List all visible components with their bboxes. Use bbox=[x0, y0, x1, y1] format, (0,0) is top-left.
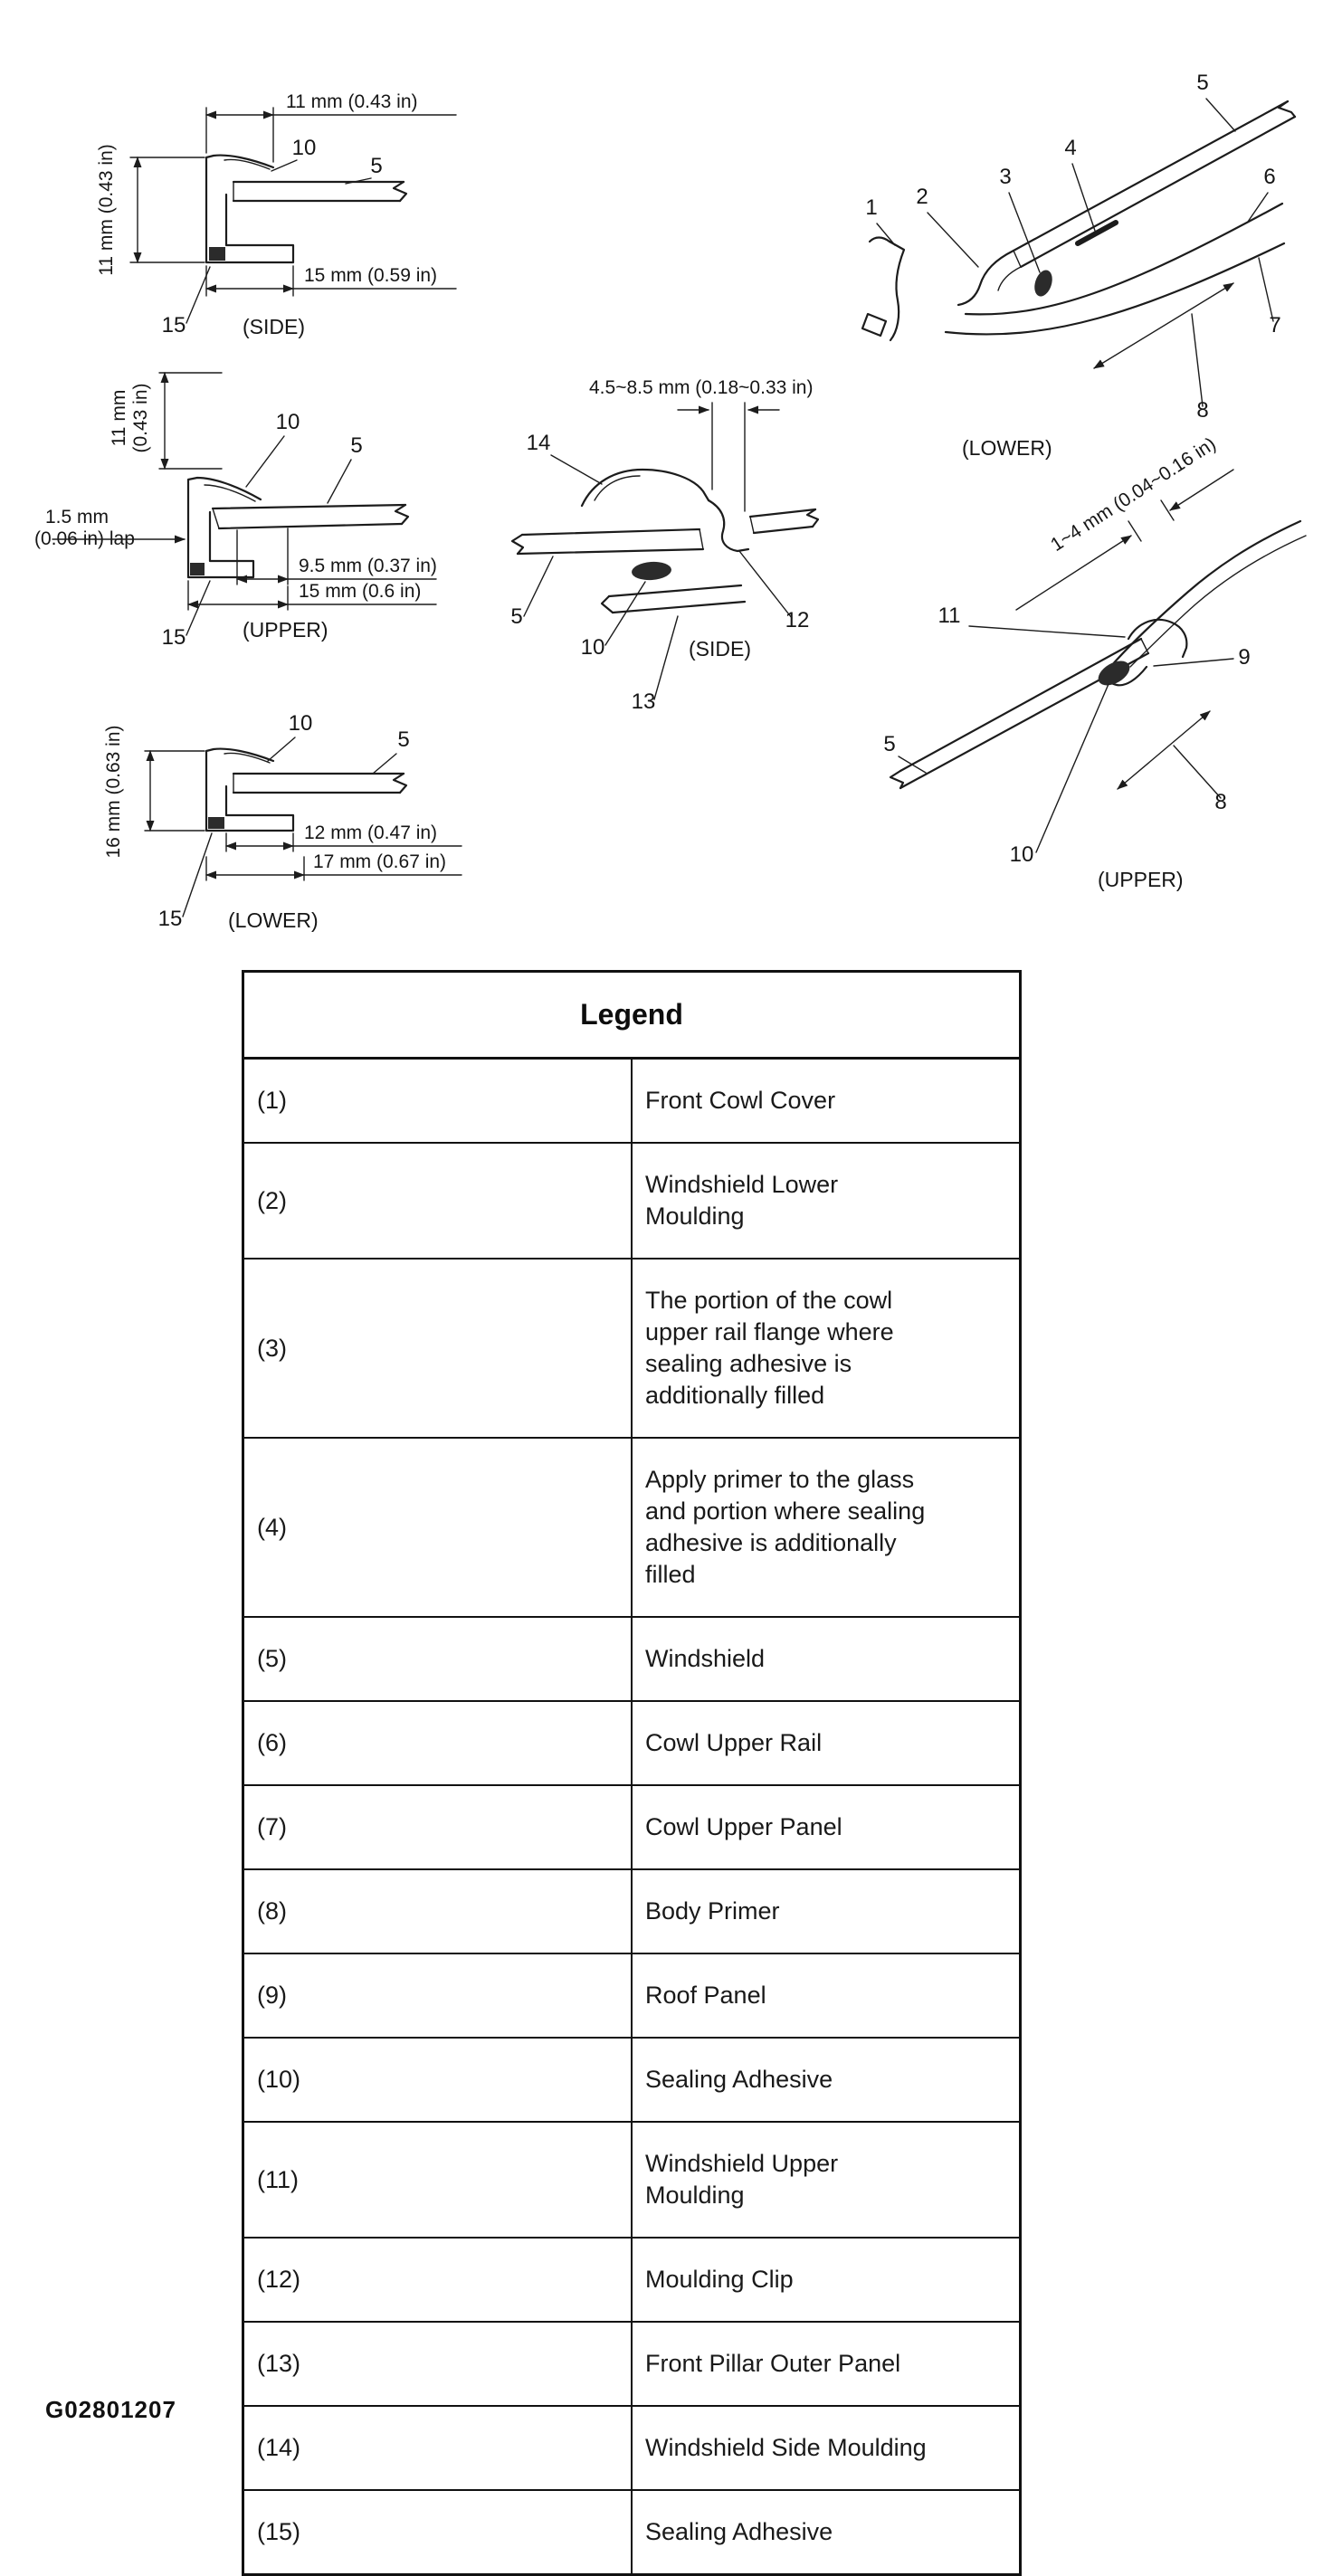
diagram-caption: (SIDE) bbox=[689, 637, 751, 661]
dim-lap-label-line1: 1.5 mm bbox=[45, 507, 109, 528]
legend-item-desc: Windshield Upper Moulding bbox=[632, 2122, 1021, 2238]
legend-item-number: (5) bbox=[243, 1617, 633, 1701]
leader-line bbox=[1154, 659, 1233, 666]
callout-5: 5 bbox=[370, 154, 383, 178]
front-pillar-panel bbox=[602, 585, 745, 613]
callout-15: 15 bbox=[157, 907, 183, 931]
legend-item-desc: Front Cowl Cover bbox=[632, 1059, 1021, 1144]
legend-item-number: (8) bbox=[243, 1869, 633, 1953]
legend-item-number: (11) bbox=[243, 2122, 633, 2238]
glass-break-line bbox=[1279, 101, 1295, 117]
glass-break-line bbox=[512, 535, 523, 554]
leader-line bbox=[551, 455, 602, 484]
legend-row bbox=[243, 1701, 1021, 1785]
dim-top-label: 11 mm (0.43 in) bbox=[286, 91, 418, 112]
cowl-upper-panel-line bbox=[946, 243, 1284, 334]
lower-moulding-profile bbox=[958, 251, 1021, 305]
legend-item-number: (14) bbox=[243, 2406, 633, 2490]
leader-line bbox=[877, 223, 895, 245]
leader-line bbox=[654, 616, 678, 699]
callout-1: 1 bbox=[865, 195, 878, 220]
callout-5: 5 bbox=[350, 433, 363, 458]
leader-line bbox=[1192, 314, 1203, 406]
moulding-outline bbox=[206, 156, 293, 262]
callout-15: 15 bbox=[161, 625, 186, 650]
callout-10: 10 bbox=[580, 635, 605, 660]
moulding-profile bbox=[206, 156, 293, 262]
legend-row bbox=[243, 1785, 1021, 1869]
legend-item-desc: Cowl Upper Panel bbox=[632, 1785, 1021, 1869]
dim-left-label-line1: 11 mm bbox=[109, 389, 129, 447]
callout-5: 5 bbox=[883, 732, 896, 756]
strip-break-line bbox=[807, 509, 818, 527]
moulding-inner-line bbox=[595, 476, 640, 500]
diagram-lower-section-left bbox=[72, 683, 498, 955]
glass-top-line bbox=[522, 529, 700, 535]
legend-item-number: (10) bbox=[243, 2038, 633, 2122]
callout-15: 15 bbox=[161, 313, 186, 337]
windshield-glass bbox=[233, 774, 406, 793]
cowl-cover-outline bbox=[890, 242, 904, 340]
legend-item-desc: The portion of the cowl upper rail flange where sealing adhesive is additionally filled bbox=[632, 1259, 1021, 1438]
glass-top-line bbox=[900, 639, 1141, 771]
roof-inner-line bbox=[1130, 536, 1306, 667]
diagram-caption: (LOWER) bbox=[962, 436, 1052, 460]
dim-lap-label-line2: (0.06 in) lap bbox=[34, 528, 135, 549]
leader-line bbox=[186, 581, 210, 635]
legend-row bbox=[243, 1059, 1021, 1144]
glass-bottom-line bbox=[1021, 117, 1295, 267]
tick-line bbox=[1161, 500, 1174, 520]
leader-line bbox=[268, 737, 295, 761]
legend-item-number: (7) bbox=[243, 1785, 633, 1869]
legend-item-number: (1) bbox=[243, 1059, 633, 1144]
sealing-adhesive-fill bbox=[631, 560, 671, 581]
legend-item-desc: Body Primer bbox=[632, 1869, 1021, 1953]
callout-5: 5 bbox=[510, 604, 523, 629]
leader-line bbox=[1206, 99, 1235, 131]
dim-bottom-label: 15 mm (0.6 in) bbox=[299, 581, 422, 602]
legend-row bbox=[243, 1869, 1021, 1953]
glass-break-line bbox=[394, 182, 406, 201]
pillar-bend-line bbox=[602, 596, 613, 613]
leader-line bbox=[969, 626, 1125, 637]
dim-left-label: 16 mm (0.63 in) bbox=[103, 725, 124, 859]
glass-bottom-line bbox=[518, 549, 703, 554]
legend-row bbox=[243, 2238, 1021, 2322]
dimension-arrow bbox=[1016, 536, 1131, 610]
legend-row bbox=[243, 2490, 1021, 2575]
legend-item-desc: Sealing Adhesive bbox=[632, 2038, 1021, 2122]
legend-item-number: (3) bbox=[243, 1259, 633, 1438]
legend-item-desc: Windshield bbox=[632, 1617, 1021, 1701]
diagram-roof-upper-section bbox=[837, 434, 1339, 905]
legend-item-desc: Windshield Lower Moulding bbox=[632, 1143, 1021, 1259]
legend-item-number: (13) bbox=[243, 2322, 633, 2406]
callout-13: 13 bbox=[631, 689, 656, 714]
strip-top-line bbox=[750, 509, 815, 517]
cowl-cover-top bbox=[870, 238, 890, 242]
legend-row bbox=[243, 1617, 1021, 1701]
legend-item-desc: Moulding Clip bbox=[632, 2238, 1021, 2322]
dim-gap-label: 1~4 mm (0.04~0.16 in) bbox=[1047, 433, 1220, 556]
callout-10: 10 bbox=[291, 136, 317, 160]
front-cowl-cover bbox=[862, 238, 904, 341]
cowl-cover-clip bbox=[862, 314, 886, 336]
callout-5: 5 bbox=[397, 727, 410, 752]
glass-edge-line bbox=[1014, 251, 1021, 267]
legend-row bbox=[243, 2406, 1021, 2490]
glass-break-line bbox=[890, 771, 903, 788]
windshield-glass bbox=[1014, 101, 1295, 267]
callout-4: 4 bbox=[1064, 136, 1077, 160]
leader-line bbox=[928, 213, 978, 267]
leader-line bbox=[1174, 746, 1221, 798]
moulding-outline bbox=[582, 470, 709, 506]
dim-top-label: 4.5~8.5 mm (0.18~0.33 in) bbox=[589, 377, 814, 398]
dim-bottom-label: 17 mm (0.67 in) bbox=[313, 851, 447, 872]
diagram-upper-section-left bbox=[27, 362, 507, 670]
legend-item-desc: Windshield Side Moulding bbox=[632, 2406, 1021, 2490]
diagram-cowl-lower-section bbox=[810, 50, 1330, 480]
pillar-bottom-line bbox=[613, 602, 745, 613]
moulding-clip-outline bbox=[709, 500, 748, 551]
glass-break-line bbox=[395, 505, 408, 524]
callout-9: 9 bbox=[1238, 645, 1251, 670]
callout-12: 12 bbox=[785, 608, 810, 632]
moulding-profile bbox=[206, 749, 293, 831]
leader-line bbox=[373, 754, 396, 774]
callout-8: 8 bbox=[1214, 790, 1227, 814]
legend-row bbox=[243, 2322, 1021, 2406]
leader-line bbox=[524, 556, 553, 616]
diagram-caption: (UPPER) bbox=[243, 618, 328, 642]
diagram-caption: (SIDE) bbox=[243, 315, 305, 338]
callout-3: 3 bbox=[999, 165, 1012, 189]
sealing-adhesive-fill bbox=[209, 247, 225, 261]
figure-code: G02801207 bbox=[45, 2396, 176, 2423]
diagram-caption: (LOWER) bbox=[228, 908, 319, 932]
glass-top-line bbox=[1014, 101, 1288, 251]
cowl-upper-rail-line bbox=[966, 204, 1282, 314]
callout-8: 8 bbox=[1196, 398, 1209, 423]
legend-item-desc: Sealing Adhesive bbox=[632, 2490, 1021, 2575]
windshield-glass bbox=[512, 529, 703, 554]
dim-left-label-line2: (0.43 in) bbox=[130, 383, 151, 453]
legend-row bbox=[243, 1143, 1021, 1259]
strip-edge-line bbox=[750, 517, 754, 533]
windshield-glass bbox=[233, 182, 406, 201]
pillar-top-line bbox=[609, 585, 741, 596]
leader-line bbox=[1072, 164, 1095, 231]
rail-flange-adhesive-fill bbox=[1032, 268, 1055, 299]
legend-item-number: (2) bbox=[243, 1143, 633, 1259]
callout-7: 7 bbox=[1269, 313, 1281, 337]
leader-line bbox=[246, 436, 284, 487]
glass-edge-line bbox=[1141, 639, 1148, 653]
callout-11: 11 bbox=[937, 604, 961, 628]
leader-line bbox=[1259, 258, 1273, 321]
legend-item-desc: Front Pillar Outer Panel bbox=[632, 2322, 1021, 2406]
legend-table bbox=[242, 970, 1022, 2576]
dim-mid-label: 9.5 mm (0.37 in) bbox=[299, 556, 437, 576]
leader-line bbox=[1009, 193, 1040, 272]
legend-row bbox=[243, 2038, 1021, 2122]
dim-mid-label: 12 mm (0.47 in) bbox=[304, 822, 438, 843]
glass-edge-line bbox=[213, 509, 219, 528]
glass-top-line bbox=[213, 505, 405, 509]
legend-item-desc: Cowl Upper Rail bbox=[632, 1701, 1021, 1785]
legend-item-number: (12) bbox=[243, 2238, 633, 2322]
diagram-side-section-top bbox=[72, 68, 498, 348]
glass-bottom-line bbox=[219, 524, 402, 528]
legend-header-row bbox=[243, 972, 1021, 1059]
legend-row bbox=[243, 1953, 1021, 2038]
glass-break-line bbox=[394, 774, 406, 793]
callout-14: 14 bbox=[526, 431, 551, 455]
callout-2: 2 bbox=[916, 185, 928, 209]
legend-item-desc: Apply primer to the glass and portion where sealing adhesive is additionally filled bbox=[632, 1438, 1021, 1617]
leader-line bbox=[328, 460, 351, 503]
legend-item-number: (4) bbox=[243, 1438, 633, 1617]
tick-line bbox=[1128, 521, 1141, 541]
legend-row bbox=[243, 1259, 1021, 1438]
callout-10: 10 bbox=[275, 410, 300, 434]
leader-line bbox=[271, 160, 297, 171]
callout-5: 5 bbox=[1196, 71, 1209, 95]
glass-edge-line bbox=[700, 529, 703, 549]
diagram-caption: (UPPER) bbox=[1098, 868, 1184, 891]
callout-10: 10 bbox=[1009, 842, 1034, 867]
body-primer-arrow bbox=[1118, 711, 1210, 789]
side-moulding-profile bbox=[582, 470, 709, 506]
sealing-adhesive-fill bbox=[208, 817, 224, 829]
body-side-strip bbox=[750, 509, 818, 533]
legend-row bbox=[243, 1438, 1021, 1617]
legend-title: Legend bbox=[243, 972, 1021, 1059]
leader-line bbox=[739, 551, 792, 618]
legend-item-desc: Roof Panel bbox=[632, 1953, 1021, 2038]
callout-10: 10 bbox=[288, 711, 313, 736]
callout-6: 6 bbox=[1263, 165, 1276, 189]
legend-item-number: (15) bbox=[243, 2490, 633, 2575]
windshield-glass bbox=[213, 505, 408, 528]
legend-item-number: (6) bbox=[243, 1701, 633, 1785]
legend-row bbox=[243, 2122, 1021, 2238]
dim-left-label: 11 mm (0.43 in) bbox=[96, 144, 117, 276]
sealing-adhesive-fill bbox=[190, 563, 205, 575]
leader-line bbox=[605, 582, 645, 645]
dim-bottom-label: 15 mm (0.59 in) bbox=[304, 265, 438, 286]
legend-item-number: (9) bbox=[243, 1953, 633, 2038]
moulding-inner-line bbox=[998, 267, 1021, 290]
windshield-glass bbox=[890, 639, 1148, 788]
strip-bottom-line bbox=[754, 527, 813, 533]
